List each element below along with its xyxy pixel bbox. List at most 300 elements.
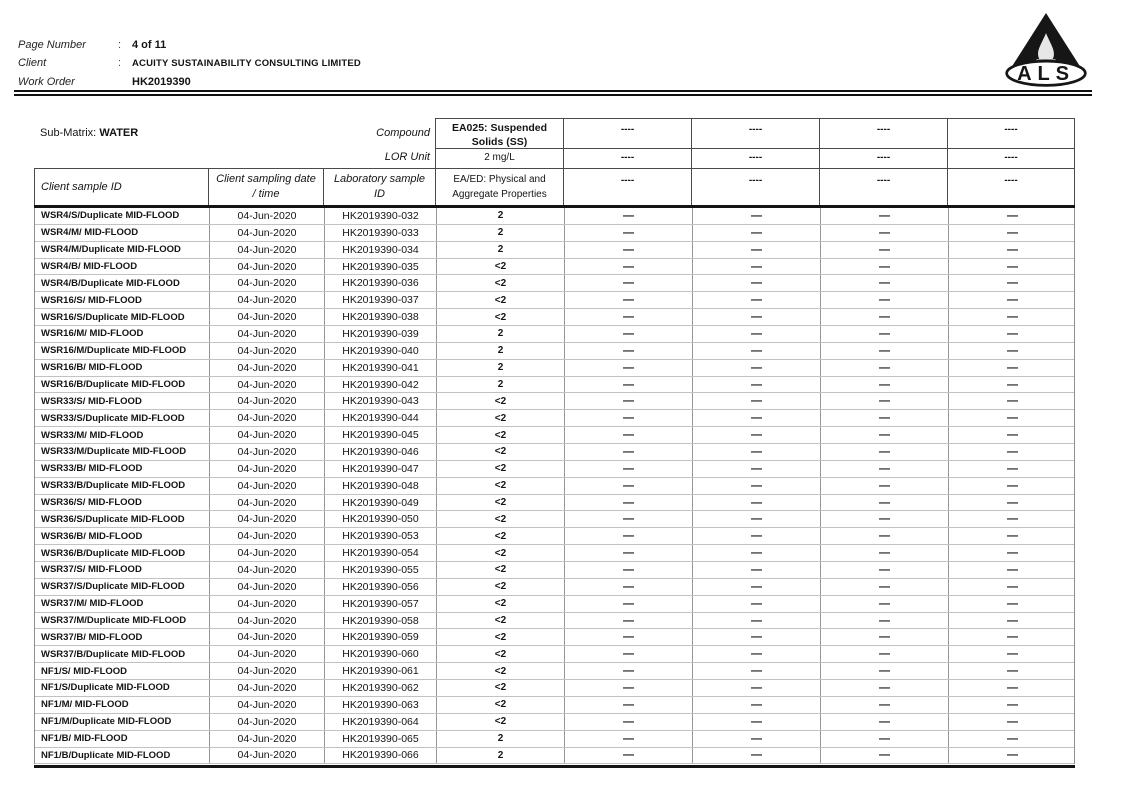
sampling-date-cell: 04-Jun-2020 [209,225,324,241]
sampling-date-cell: 04-Jun-2020 [209,562,324,578]
sample-id-cell: WSR33/S/Duplicate MID-FLOOD [41,412,185,424]
sample-id-cell: WSR33/M/ MID-FLOOD [41,429,144,441]
work-order-value: HK2019390 [132,76,191,88]
empty-result-cell: — [948,545,1076,561]
empty-result-cell: — [564,545,692,561]
col-header-sampling-date-line2: / time [252,188,280,200]
empty-result-cell: — [692,427,820,443]
sampling-date-cell: 04-Jun-2020 [209,275,324,291]
sample-id-cell: WSR16/S/Duplicate MID-FLOOD [41,311,185,323]
colon: : [118,39,122,51]
col-header-lab-sample-id-line1: Laboratory sample [333,173,426,185]
table-row [35,629,1074,646]
result-value-cell: <2 [436,646,564,662]
empty-result-cell: — [564,427,692,443]
empty-result-cell: — [564,613,692,629]
lab-sample-id-cell: HK2019390-048 [324,478,436,494]
empty-result-cell: — [820,292,948,308]
empty-result-cell: — [820,596,948,612]
table-row [35,748,1074,765]
sample-id-cell: WSR4/M/ MID-FLOOD [41,227,139,239]
empty-result-cell: — [692,326,820,342]
result-value-cell: 2 [436,731,564,747]
empty-result-cell: — [820,225,948,241]
empty-result-cell: — [564,663,692,679]
lab-sample-id-cell: HK2019390-053 [324,528,436,544]
als-logo-icon [1000,6,1092,92]
empty-result-cell: — [948,225,1076,241]
empty-result-cell: — [948,275,1076,291]
sampling-date-cell: 04-Jun-2020 [209,309,324,325]
table-row [35,646,1074,663]
empty-result-cell: — [692,292,820,308]
empty-method-header: ---- [563,168,691,205]
empty-result-cell: — [820,680,948,696]
col-header-client-sample-id: Client sample ID [34,168,208,205]
result-value-cell: <2 [436,309,564,325]
table-row [35,663,1074,680]
empty-result-cell: — [820,562,948,578]
colon [118,73,132,91]
sampling-date-cell: 04-Jun-2020 [209,259,324,275]
empty-result-cell: — [948,629,1076,645]
empty-result-cell: — [820,478,948,494]
empty-result-cell: — [564,714,692,730]
lab-sample-id-cell: HK2019390-039 [324,326,436,342]
table-row [35,613,1074,630]
empty-result-cell: — [820,697,948,713]
sampling-date-cell: 04-Jun-2020 [209,579,324,595]
lor-unit-label: LOR Unit [384,151,430,163]
sample-id-cell: WSR16/B/Duplicate MID-FLOOD [41,379,186,391]
table-row [35,495,1074,512]
sampling-date-cell: 04-Jun-2020 [209,242,324,258]
page-number-value: 4 of 11 [132,39,167,51]
lab-sample-id-cell: HK2019390-043 [324,393,436,409]
work-order-row [18,73,361,91]
compound-method-line2: Aggregate Properties [452,189,547,200]
result-value-cell: 2 [436,326,564,342]
result-value-cell: <2 [436,511,564,527]
result-value-cell: 2 [436,360,564,376]
table-row [35,208,1074,225]
sample-id-cell: WSR36/S/ MID-FLOOD [41,497,142,509]
result-value-cell: <2 [436,562,564,578]
table-row [35,427,1074,444]
empty-result-cell: — [948,748,1076,764]
empty-result-cell: — [948,461,1076,477]
result-value-cell: <2 [436,495,564,511]
empty-result-cell: — [564,208,692,224]
empty-result-cell: — [820,309,948,325]
empty-result-cell: — [948,579,1076,595]
empty-result-cell: — [948,562,1076,578]
lab-sample-id-cell: HK2019390-040 [324,343,436,359]
lab-sample-id-cell: HK2019390-056 [324,579,436,595]
empty-result-cell: — [564,410,692,426]
sample-id-cell: WSR33/B/Duplicate MID-FLOOD [41,480,186,492]
empty-result-cell: — [692,528,820,544]
lab-sample-id-cell: HK2019390-061 [324,663,436,679]
result-value-cell: <2 [436,697,564,713]
table-row [35,410,1074,427]
empty-result-cell: — [948,309,1076,325]
empty-result-cell: — [564,326,692,342]
compound-name-header [435,118,563,148]
table-row [35,528,1074,545]
table-row [35,393,1074,410]
empty-lor-header: ---- [691,148,819,168]
empty-result-cell: — [820,528,948,544]
table-row [35,680,1074,697]
sub-matrix-value: WATER [99,127,139,139]
empty-result-cell: — [564,309,692,325]
sampling-date-cell: 04-Jun-2020 [209,511,324,527]
sample-id-cell: NF1/M/Duplicate MID-FLOOD [41,716,172,728]
compound-label: Compound [376,127,430,139]
lab-sample-id-cell: HK2019390-034 [324,242,436,258]
lab-sample-id-cell: HK2019390-038 [324,309,436,325]
page-number-row [18,36,361,54]
empty-result-cell: — [564,478,692,494]
empty-result-cell: — [564,596,692,612]
empty-result-cell: — [692,629,820,645]
als-logo-text: ALS [1017,62,1075,85]
empty-result-cell: — [564,579,692,595]
empty-result-cell: — [564,629,692,645]
lab-sample-id-cell: HK2019390-045 [324,427,436,443]
table-row [35,596,1074,613]
sampling-date-cell: 04-Jun-2020 [209,663,324,679]
page-number-label: Page Number [18,39,86,51]
empty-result-cell: — [692,360,820,376]
empty-result-cell: — [948,731,1076,747]
empty-result-cell: — [564,292,692,308]
sampling-date-cell: 04-Jun-2020 [209,495,324,511]
submatrix-compound-row [34,118,435,148]
empty-result-cell: — [820,495,948,511]
empty-result-cell: — [564,259,692,275]
lab-sample-id-cell: HK2019390-054 [324,545,436,561]
empty-result-cell: — [692,377,820,393]
header-divider-rule [14,90,1092,96]
lab-sample-id-cell: HK2019390-055 [324,562,436,578]
empty-result-cell: — [692,545,820,561]
empty-lor-header: ---- [819,148,947,168]
empty-result-cell: — [820,613,948,629]
result-value-cell: <2 [436,427,564,443]
result-value-cell: <2 [436,629,564,645]
empty-result-cell: — [564,528,692,544]
result-value-cell: 2 [436,225,564,241]
empty-result-cell: — [564,444,692,460]
table-row [35,326,1074,343]
empty-result-cell: — [948,528,1076,544]
sample-id-cell: WSR37/B/ MID-FLOOD [41,631,143,643]
table-row [35,360,1074,377]
empty-result-cell: — [820,360,948,376]
empty-result-cell: — [564,697,692,713]
sample-rows [34,208,1075,764]
sampling-date-cell: 04-Jun-2020 [209,646,324,662]
table-row [35,579,1074,596]
empty-result-cell: — [948,259,1076,275]
sampling-date-cell: 04-Jun-2020 [209,292,324,308]
results-table [34,118,1075,768]
empty-result-cell: — [820,629,948,645]
empty-result-cell: — [948,343,1076,359]
empty-result-cell: — [564,393,692,409]
lab-sample-id-cell: HK2019390-065 [324,731,436,747]
sample-id-cell: WSR4/S/Duplicate MID-FLOOD [41,210,180,222]
sampling-date-cell: 04-Jun-2020 [209,613,324,629]
empty-compound-header: ---- [819,118,947,148]
sample-id-cell: WSR37/S/ MID-FLOOD [41,564,142,576]
empty-result-cell: — [692,596,820,612]
empty-result-cell: — [692,748,820,764]
empty-result-cell: — [692,613,820,629]
empty-result-cell: — [948,613,1076,629]
result-value-cell: <2 [436,444,564,460]
table-row [35,697,1074,714]
empty-result-cell: — [948,646,1076,662]
sampling-date-cell: 04-Jun-2020 [209,596,324,612]
empty-result-cell: — [948,242,1076,258]
table-row [35,444,1074,461]
empty-result-cell: — [820,427,948,443]
empty-result-cell: — [564,377,692,393]
result-value-cell: <2 [436,259,564,275]
empty-compound-header: ---- [691,118,819,148]
empty-result-cell: — [948,208,1076,224]
colon: : [118,57,122,69]
sub-matrix [40,127,138,139]
result-value-cell: <2 [436,461,564,477]
sub-matrix-label: Sub-Matrix: [40,127,97,139]
empty-result-cell: — [820,646,948,662]
sampling-date-cell: 04-Jun-2020 [209,629,324,645]
result-value-cell: 2 [436,242,564,258]
lab-sample-id-cell: HK2019390-032 [324,208,436,224]
result-value-cell: <2 [436,663,564,679]
table-row [35,377,1074,394]
empty-result-cell: — [692,495,820,511]
empty-result-cell: — [948,478,1076,494]
als-logo [1000,6,1092,92]
sample-id-cell: WSR16/M/ MID-FLOOD [41,328,144,340]
result-value-cell: 2 [436,343,564,359]
result-value-cell: 2 [436,748,564,764]
sampling-date-cell: 04-Jun-2020 [209,326,324,342]
empty-result-cell: — [692,579,820,595]
table-row [35,309,1074,326]
empty-lor-header: ---- [947,148,1075,168]
empty-result-cell: — [948,360,1076,376]
empty-result-cell: — [692,393,820,409]
sampling-date-cell: 04-Jun-2020 [209,748,324,764]
compound-name-line1: EA025: Suspended [451,122,548,134]
empty-result-cell: — [564,461,692,477]
empty-result-cell: — [692,697,820,713]
client-label: Client [18,57,47,69]
empty-result-cell: — [564,562,692,578]
lab-sample-id-cell: HK2019390-059 [324,629,436,645]
table-row [35,225,1074,242]
empty-result-cell: — [948,495,1076,511]
sample-id-cell: WSR37/S/Duplicate MID-FLOOD [41,581,185,593]
sample-id-cell: NF1/B/ MID-FLOOD [41,733,128,745]
empty-result-cell: — [564,731,692,747]
lab-sample-id-cell: HK2019390-058 [324,613,436,629]
lab-sample-id-cell: HK2019390-063 [324,697,436,713]
empty-result-cell: — [692,343,820,359]
empty-result-cell: — [564,225,692,241]
lab-sample-id-cell: HK2019390-036 [324,275,436,291]
sampling-date-cell: 04-Jun-2020 [209,461,324,477]
result-value-cell: <2 [436,596,564,612]
sampling-date-cell: 04-Jun-2020 [209,410,324,426]
empty-result-cell: — [948,697,1076,713]
sampling-date-cell: 04-Jun-2020 [209,478,324,494]
lab-sample-id-cell: HK2019390-044 [324,410,436,426]
empty-result-cell: — [948,326,1076,342]
lab-sample-id-cell: HK2019390-035 [324,259,436,275]
sampling-date-cell: 04-Jun-2020 [209,714,324,730]
empty-result-cell: — [820,714,948,730]
lab-sample-id-cell: HK2019390-041 [324,360,436,376]
empty-result-cell: — [692,275,820,291]
sampling-date-cell: 04-Jun-2020 [209,731,324,747]
empty-result-cell: — [820,377,948,393]
empty-result-cell: — [692,208,820,224]
result-value-cell: <2 [436,410,564,426]
empty-result-cell: — [948,444,1076,460]
table-row [35,545,1074,562]
sampling-date-cell: 04-Jun-2020 [209,697,324,713]
empty-result-cell: — [820,393,948,409]
empty-result-cell: — [948,377,1076,393]
lab-sample-id-cell: HK2019390-037 [324,292,436,308]
sample-id-cell: NF1/S/Duplicate MID-FLOOD [41,682,170,694]
sample-id-cell: WSR37/M/Duplicate MID-FLOOD [41,615,187,627]
result-value-cell: <2 [436,680,564,696]
table-row [35,242,1074,259]
result-value-cell: <2 [436,275,564,291]
lab-sample-id-cell: HK2019390-042 [324,377,436,393]
table-row [35,731,1074,748]
client-value: ACUITY SUSTAINABILITY CONSULTING LIMITED [132,58,361,69]
empty-result-cell: — [692,731,820,747]
empty-result-cell: — [564,275,692,291]
empty-result-cell: — [820,731,948,747]
sample-id-cell: NF1/S/ MID-FLOOD [41,665,128,677]
empty-result-cell: — [564,748,692,764]
empty-result-cell: — [692,478,820,494]
sample-id-cell: WSR16/B/ MID-FLOOD [41,362,143,374]
empty-result-cell: — [564,646,692,662]
result-value-cell: 2 [436,208,564,224]
table-row [35,275,1074,292]
lab-sample-id-cell: HK2019390-047 [324,461,436,477]
table-row [35,714,1074,731]
sample-id-cell: WSR16/S/ MID-FLOOD [41,294,142,306]
lab-sample-id-cell: HK2019390-064 [324,714,436,730]
empty-result-cell: — [820,748,948,764]
empty-result-cell: — [820,444,948,460]
empty-result-cell: — [564,242,692,258]
empty-result-cell: — [820,545,948,561]
table-row [35,292,1074,309]
table-row [35,259,1074,276]
empty-result-cell: — [564,495,692,511]
empty-result-cell: — [692,410,820,426]
compound-method-line1: EA/ED: Physical and [453,174,546,185]
empty-result-cell: — [692,562,820,578]
empty-result-cell: — [692,259,820,275]
sample-id-cell: WSR33/B/ MID-FLOOD [41,463,143,475]
empty-method-header: ---- [947,168,1075,205]
empty-result-cell: — [564,680,692,696]
empty-result-cell: — [948,410,1076,426]
empty-method-header: ---- [819,168,947,205]
col-header-lab-sample-id-line2: ID [374,188,385,200]
sample-id-cell: WSR4/B/Duplicate MID-FLOOD [41,277,180,289]
empty-result-cell: — [564,343,692,359]
sampling-date-cell: 04-Jun-2020 [209,427,324,443]
result-value-cell: <2 [436,292,564,308]
compound-lor-unit: 2 mg/L [435,148,563,168]
sample-id-cell: WSR16/M/Duplicate MID-FLOOD [41,345,187,357]
sampling-date-cell: 04-Jun-2020 [209,680,324,696]
empty-result-cell: — [948,292,1076,308]
empty-result-cell: — [820,343,948,359]
empty-result-cell: — [692,461,820,477]
sample-id-cell: WSR36/B/Duplicate MID-FLOOD [41,547,186,559]
empty-result-cell: — [692,309,820,325]
empty-result-cell: — [820,242,948,258]
empty-compound-header: ---- [947,118,1075,148]
table-bottom-rule [34,765,1075,768]
table-header [34,118,1075,205]
lab-sample-id-cell: HK2019390-062 [324,680,436,696]
sampling-date-cell: 04-Jun-2020 [209,528,324,544]
empty-result-cell: — [948,393,1076,409]
result-value-cell: 2 [436,377,564,393]
empty-result-cell: — [820,326,948,342]
empty-result-cell: — [948,680,1076,696]
lab-sample-id-cell: HK2019390-033 [324,225,436,241]
result-value-cell: <2 [436,528,564,544]
lab-sample-id-cell: HK2019390-049 [324,495,436,511]
table-row [35,343,1074,360]
empty-result-cell: — [948,663,1076,679]
client-row [18,54,361,73]
result-value-cell: <2 [436,613,564,629]
empty-compound-header: ---- [563,118,691,148]
result-value-cell: <2 [436,714,564,730]
empty-result-cell: — [820,275,948,291]
empty-result-cell: — [820,208,948,224]
lab-sample-id-cell: HK2019390-050 [324,511,436,527]
empty-result-cell: — [820,259,948,275]
table-row [35,478,1074,495]
col-header-sampling-date [208,168,323,205]
empty-result-cell: — [692,225,820,241]
sample-id-cell: WSR37/M/ MID-FLOOD [41,598,144,610]
empty-result-cell: — [820,410,948,426]
result-value-cell: <2 [436,478,564,494]
empty-result-cell: — [948,596,1076,612]
